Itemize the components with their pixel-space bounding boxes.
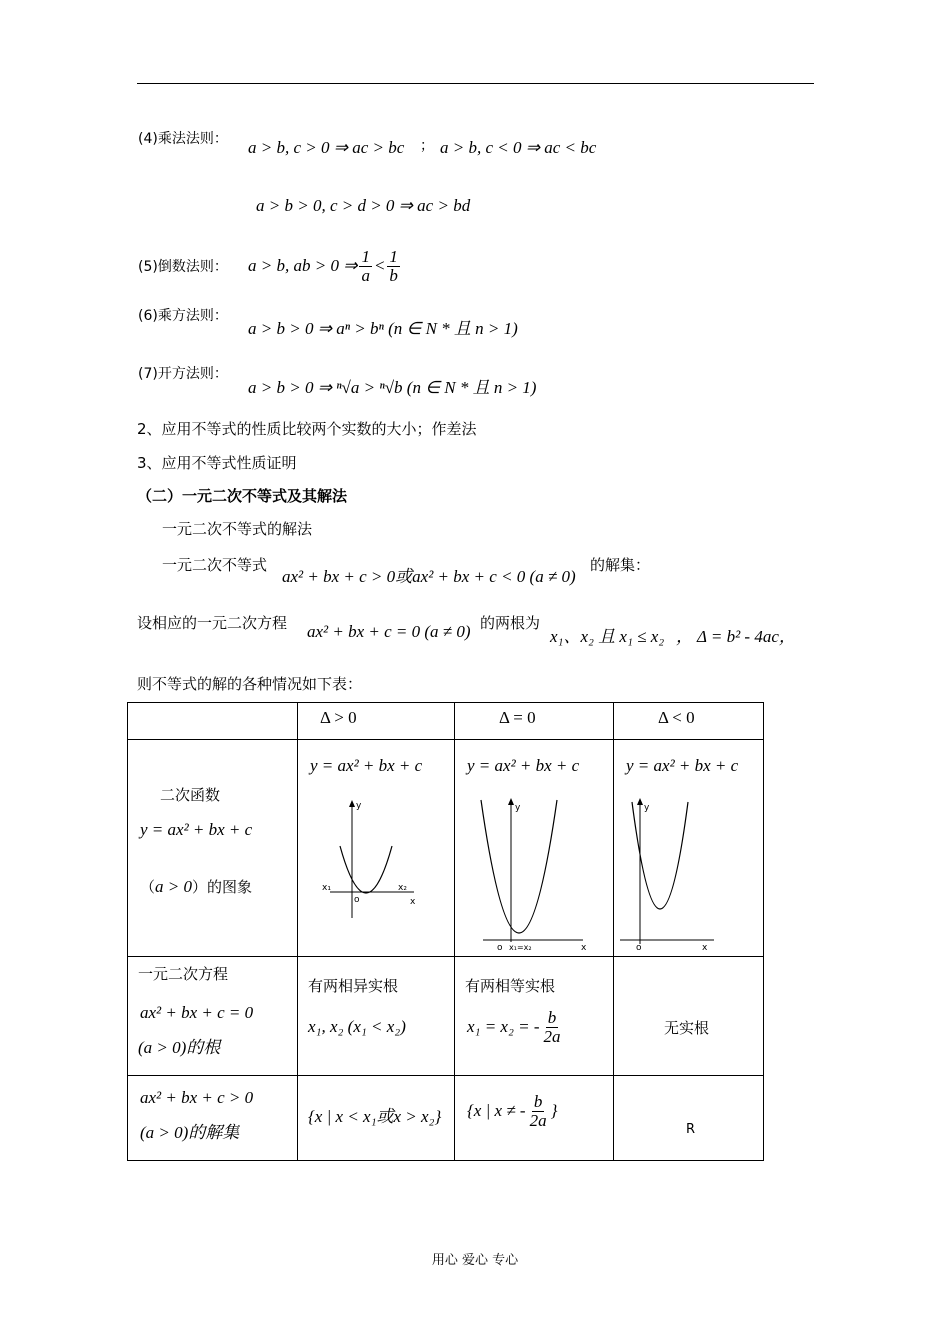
y-axis-arrow bbox=[508, 798, 514, 805]
y-axis-arrow bbox=[637, 798, 643, 805]
x1-label: x₁ bbox=[322, 883, 331, 893]
parabola-no-root-graph bbox=[618, 796, 730, 956]
recip-frac-2-num: 1 bbox=[389, 246, 398, 266]
graph-cell-negative bbox=[614, 740, 764, 957]
item-2: 2、应用不等式的性质比较两个实数的大小；作差法 bbox=[137, 420, 477, 438]
mult-rule-formula-3: a > b > 0, c > d > 0 ⇒ ac > bd bbox=[256, 196, 471, 215]
roots-zero-frac-num: b bbox=[547, 1007, 557, 1027]
header-cell-positive bbox=[298, 703, 455, 740]
function-label-1: 二次函数 bbox=[160, 786, 221, 804]
graph-formula-positive: y = ax² + bx + c bbox=[310, 756, 423, 775]
roots-label-2: ax² + bx + c = 0 bbox=[140, 1003, 254, 1022]
roots-cell-zero bbox=[455, 957, 614, 1076]
eq-mid: 的两根为 bbox=[480, 614, 541, 632]
recip-frac-2 bbox=[387, 248, 400, 285]
recip-rule-label: (5)倒数法则： bbox=[138, 259, 228, 275]
x2-label: x₂ bbox=[398, 883, 407, 893]
root-rule-formula: a > b > 0 ⇒ ⁿ√a > ⁿ√b (n ∈ N * 且 n > 1) bbox=[248, 378, 537, 397]
roots-row bbox=[128, 957, 764, 1076]
solution-set-negative: R bbox=[686, 1122, 696, 1137]
header-cell-negative bbox=[614, 703, 764, 740]
y-label: y bbox=[515, 803, 521, 813]
roots-text-positive: 有两相异实根 bbox=[308, 977, 399, 995]
solution-set-zero bbox=[467, 1088, 557, 1134]
graph-formula-negative: y = ax² + bx + c bbox=[626, 756, 739, 775]
recip-frac-1 bbox=[359, 248, 372, 285]
recip-lt: < bbox=[373, 256, 386, 275]
x-label: x bbox=[702, 943, 708, 953]
function-label-cell bbox=[128, 740, 298, 957]
power-rule-label: (6)乘方法则： bbox=[138, 308, 228, 324]
roots-math-positive: x₁, x₂ (x₁ < x₂) bbox=[308, 1017, 406, 1036]
solution-zero-frac-den: 2a bbox=[529, 1110, 547, 1130]
x1-equals-x2-label: x₁=x₂ bbox=[509, 943, 532, 952]
solution-cell-negative bbox=[614, 1076, 764, 1161]
eq-formula: ax² + bx + c = 0 (a ≠ 0) bbox=[307, 622, 471, 641]
ineq-formula: ax² + bx + c > 0或ax² + bx + c < 0 (a ≠ 0) bbox=[282, 567, 576, 586]
solution-cell-zero bbox=[455, 1076, 614, 1161]
recip-frac-1-num: 1 bbox=[361, 246, 370, 266]
roots-math-zero-text: x₁ = x₂ = - bbox=[467, 1017, 540, 1036]
ineq-prefix: 一元二次不等式 bbox=[162, 556, 268, 574]
header-rule bbox=[137, 83, 814, 84]
roots-label-3: (a > 0)的根 bbox=[138, 1038, 221, 1057]
function-label-3c: ）的图象 bbox=[192, 878, 253, 896]
y-label: y bbox=[644, 803, 650, 813]
origin-label: o bbox=[354, 895, 360, 905]
roots-label-1: 一元二次方程 bbox=[138, 965, 229, 983]
function-row bbox=[128, 740, 764, 957]
header-cell-zero bbox=[455, 703, 614, 740]
roots-label-cell bbox=[128, 957, 298, 1076]
solution-set-positive: {x | x < x₁或x > x₂} bbox=[308, 1107, 442, 1126]
graph-formula-zero: y = ax² + bx + c bbox=[467, 756, 580, 775]
roots-math-zero bbox=[467, 1005, 565, 1049]
recip-frac-1-den: a bbox=[361, 265, 370, 285]
mult-rule-separator: ； bbox=[420, 138, 434, 154]
y-axis-arrow bbox=[349, 800, 355, 807]
function-label-3a: （ bbox=[140, 878, 156, 896]
page-footer: 用心 爱心 专心 bbox=[431, 1253, 519, 1268]
header-delta-zero: Δ = 0 bbox=[499, 708, 536, 727]
recip-rule-text: a > b, ab > 0 ⇒ bbox=[248, 256, 358, 275]
function-label-3 bbox=[140, 876, 252, 897]
roots-text-zero: 有两相等实根 bbox=[465, 977, 556, 995]
section-heading: （二）一元二次不等式及其解法 bbox=[137, 487, 348, 505]
graph-cell-zero bbox=[455, 740, 614, 957]
solution-label-1: ax² + bx + c > 0 bbox=[140, 1088, 254, 1107]
mult-rule-formula-2: a > b, c < 0 ⇒ ac < bc bbox=[440, 138, 597, 157]
recip-rule-formula bbox=[248, 246, 402, 286]
mult-rule-formula-1: a > b, c > 0 ⇒ ac > bc bbox=[248, 138, 405, 157]
parabola-curve bbox=[481, 800, 557, 933]
solution-label-cell bbox=[128, 1076, 298, 1161]
roots-zero-frac bbox=[542, 1009, 563, 1046]
solution-zero-frac bbox=[528, 1093, 549, 1130]
graph-cell-positive bbox=[298, 740, 455, 957]
x-label: x bbox=[410, 897, 416, 907]
solution-table bbox=[127, 702, 764, 1161]
roots-cell-positive bbox=[298, 957, 455, 1076]
origin-label: o bbox=[497, 943, 503, 953]
x-label: x bbox=[581, 943, 587, 953]
table-intro: 则不等式的解的各种情况如下表： bbox=[137, 675, 363, 693]
roots-zero-frac-den: 2a bbox=[543, 1026, 561, 1046]
origin-label: o bbox=[636, 943, 642, 953]
roots-cell-negative bbox=[614, 957, 764, 1076]
item-3: 3、应用不等式性质证明 bbox=[137, 454, 297, 472]
solution-cell-positive bbox=[298, 1076, 455, 1161]
parabola-one-root-graph bbox=[475, 796, 595, 953]
eq-delta: ， Δ = b² - 4ac， bbox=[676, 627, 796, 646]
parabola-curve bbox=[340, 846, 392, 893]
table-corner-cell bbox=[128, 703, 298, 740]
ineq-suffix: 的解集： bbox=[590, 556, 651, 574]
recip-frac-2-den: b bbox=[389, 265, 398, 285]
solution-zero-post: } bbox=[550, 1101, 558, 1120]
y-label: y bbox=[356, 801, 362, 811]
function-label-2: y = ax² + bx + c bbox=[140, 820, 253, 839]
eq-prefix: 设相应的一元二次方程 bbox=[137, 614, 288, 632]
eq-roots: x₁、x₂ 且 x₁ ≤ x₂ bbox=[550, 627, 665, 646]
power-rule-formula: a > b > 0 ⇒ aⁿ > bⁿ (n ∈ N * 且 n > 1) bbox=[248, 319, 518, 338]
solution-row bbox=[128, 1076, 764, 1161]
solution-zero-pre: {x | x ≠ - bbox=[467, 1101, 526, 1120]
header-delta-positive: Δ > 0 bbox=[320, 708, 357, 727]
section-subheading: 一元二次不等式的解法 bbox=[162, 520, 313, 538]
table-header-row bbox=[128, 703, 764, 740]
header-delta-negative: Δ < 0 bbox=[658, 708, 695, 727]
function-label-3b: a > 0 bbox=[155, 877, 192, 896]
parabola-two-roots-graph bbox=[316, 800, 426, 930]
mult-rule-label: (4)乘法法则： bbox=[138, 131, 228, 147]
root-rule-label: (7)开方法则： bbox=[138, 366, 228, 382]
roots-none: 无实根 bbox=[664, 1019, 710, 1037]
solution-zero-frac-num: b bbox=[533, 1091, 543, 1111]
solution-label-2: (a > 0)的解集 bbox=[140, 1123, 240, 1142]
